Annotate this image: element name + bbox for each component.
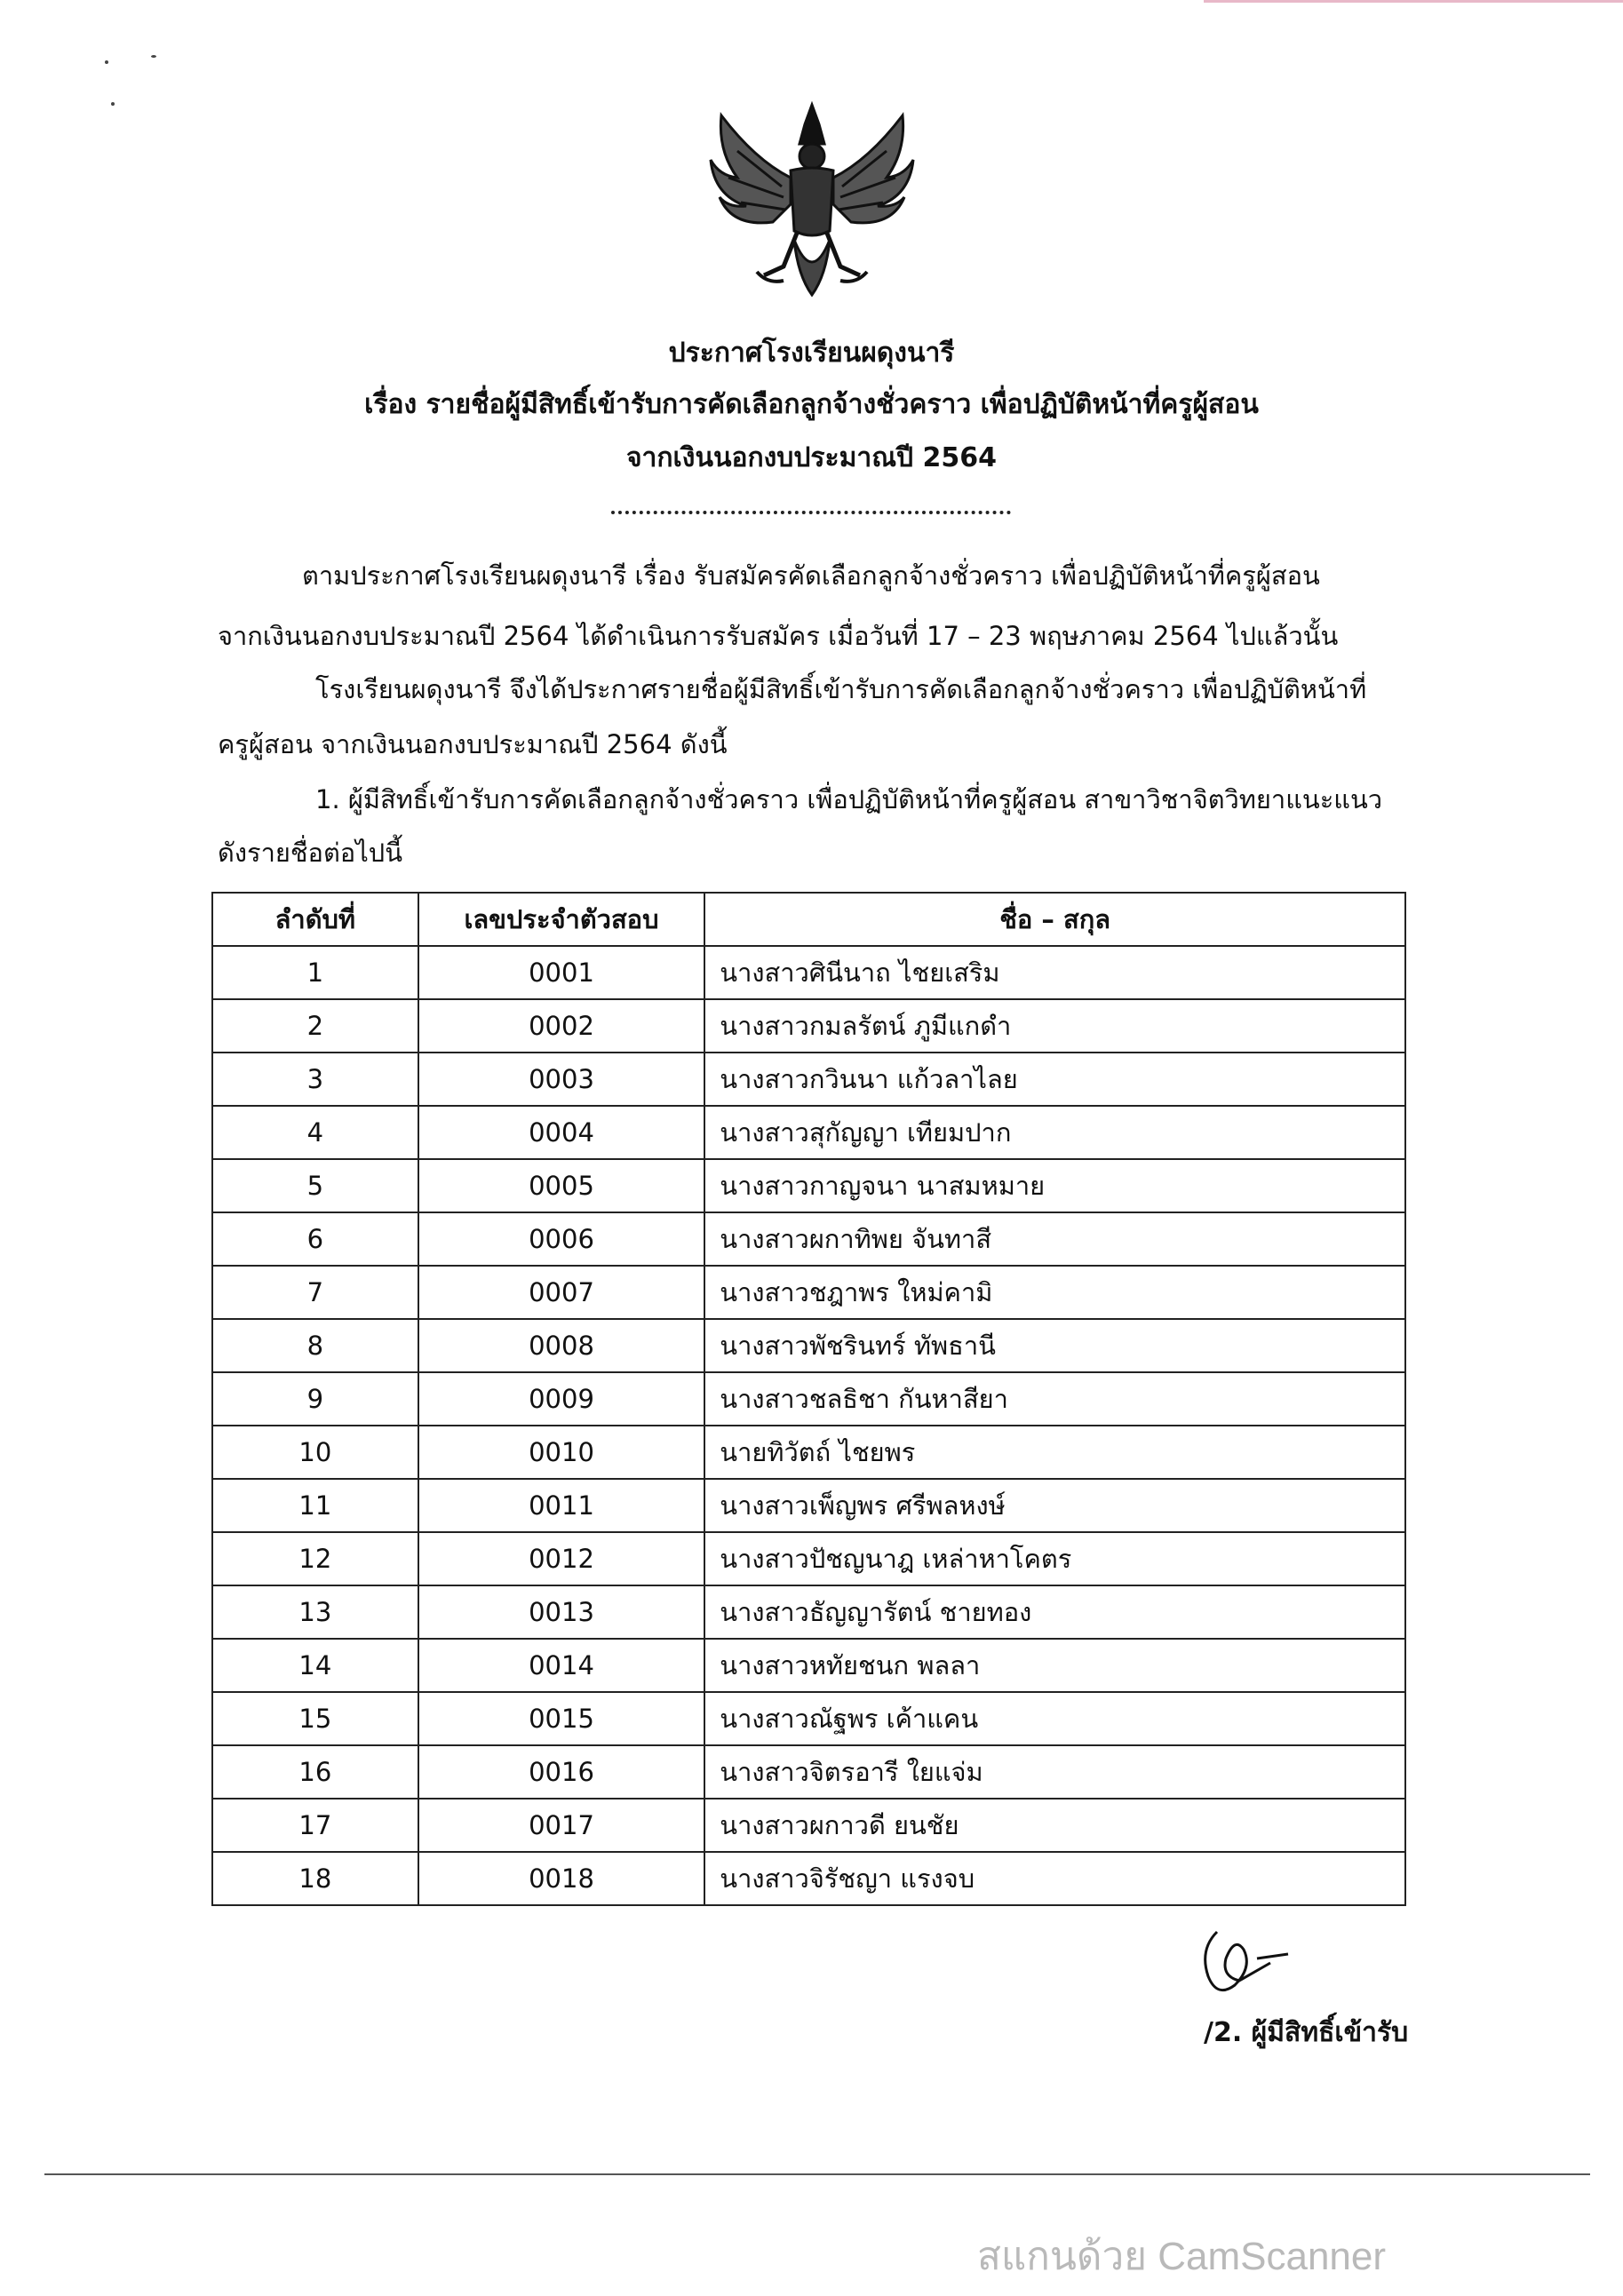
- table-row: [212, 999, 1405, 1053]
- table-row: [212, 1479, 1405, 1532]
- row-order: 12: [212, 1532, 418, 1585]
- table-row: [212, 1745, 1405, 1799]
- row-order: 18: [212, 1852, 418, 1905]
- bottom-rule: [44, 2173, 1590, 2175]
- table-row: [212, 1266, 1405, 1319]
- announcement-subject: เรื่อง รายชื่อผู้มีสิทธิ์เข้ารับการคัดเลือกลูกจ้างชั่วคราว เพื่อปฏิบัติหน้าที่ครูผู้สอน: [364, 389, 1259, 420]
- row-exam-id: 0017: [418, 1799, 705, 1852]
- table-row: [212, 1159, 1405, 1212]
- item-1-line-1: 1. ผู้มีสิทธิ์เข้ารับการคัดเลือกลูกจ้างชั่วคราว เพื่อปฏิบัติหน้าที่ครูผู้สอน สาขาวิชาจิตวิทยาแนะแนว: [315, 784, 1383, 814]
- row-exam-id: 0011: [418, 1479, 705, 1532]
- row-exam-id: 0016: [418, 1745, 705, 1799]
- row-full-name: นางสาวพัชรินทร์ ทัพธานี: [704, 1319, 1405, 1372]
- table-row: [212, 1212, 1405, 1266]
- row-full-name: นางสาวสุกัญญา เทียมปาก: [704, 1106, 1405, 1159]
- row-exam-id: 0014: [418, 1639, 705, 1692]
- row-exam-id: 0013: [418, 1585, 705, 1639]
- row-order: 3: [212, 1053, 418, 1106]
- row-full-name: นางสาวผกาวดี ยนชัย: [704, 1799, 1405, 1852]
- row-order: 8: [212, 1319, 418, 1372]
- row-order: 1: [212, 946, 418, 999]
- table-row: [212, 1532, 1405, 1585]
- row-order: 6: [212, 1212, 418, 1266]
- row-full-name: นางสาวกวินนา แก้วลาไลย: [704, 1053, 1405, 1106]
- row-full-name: นางสาวณัฐพร เค้าแคน: [704, 1692, 1405, 1745]
- row-order: 16: [212, 1745, 418, 1799]
- row-full-name: นางสาวกาญจนา นาสมหมาย: [704, 1159, 1405, 1212]
- table-row: [212, 1639, 1405, 1692]
- row-full-name: นายทิวัตถ์ ไชยพร: [704, 1426, 1405, 1479]
- row-full-name: นางสาวชลธิชา กันหาสียา: [704, 1372, 1405, 1426]
- scan-edge-mark: [1204, 0, 1623, 3]
- paragraph-1-line-1: ตามประกาศโรงเรียนผดุงนารี เรื่อง รับสมัครคัดเลือกลูกจ้างชั่วคราว เพื่อปฏิบัติหน้าที่ครูผู้สอน: [302, 560, 1320, 591]
- row-exam-id: 0009: [418, 1372, 705, 1426]
- header-full-name: ชื่อ – สกุล: [704, 893, 1405, 946]
- row-exam-id: 0004: [418, 1106, 705, 1159]
- table-row: [212, 1692, 1405, 1745]
- header-exam-id: เลขประจำตัวสอบ: [418, 893, 705, 946]
- row-order: 11: [212, 1479, 418, 1532]
- row-order: 7: [212, 1266, 418, 1319]
- row-order: 13: [212, 1585, 418, 1639]
- item-1-line-2: ดังรายชื่อต่อไปนี้: [218, 838, 403, 868]
- table-row: [212, 1053, 1405, 1106]
- row-full-name: นางสาวกมลรัตน์ ภูมีแกดำ: [704, 999, 1405, 1053]
- row-exam-id: 0015: [418, 1692, 705, 1745]
- paragraph-2-line-1: โรงเรียนผดุงนารี จึงได้ประกาศรายชื่อผู้มีสิทธิ์เข้ารับการคัดเลือกลูกจ้างชั่วคราว เพื่อปฏิบัติหน้าที่: [315, 674, 1367, 704]
- row-exam-id: 0012: [418, 1532, 705, 1585]
- row-exam-id: 0018: [418, 1852, 705, 1905]
- row-exam-id: 0008: [418, 1319, 705, 1372]
- paragraph-2-line-2: ครูผู้สอน จากเงินนอกงบประมาณปี 2564 ดังนี้: [218, 729, 728, 759]
- table-row: [212, 1372, 1405, 1426]
- row-order: 10: [212, 1426, 418, 1479]
- row-order: 5: [212, 1159, 418, 1212]
- table-row: [212, 1852, 1405, 1905]
- row-full-name: นางสาวชฎาพร ใหม่คามิ: [704, 1266, 1405, 1319]
- row-full-name: นางสาวปัชญนาฎ เหล่าหาโคตร: [704, 1532, 1405, 1585]
- row-exam-id: 0003: [418, 1053, 705, 1106]
- row-full-name: นางสาวธัญญารัตน์ ชายทอง: [704, 1585, 1405, 1639]
- paragraph-1-line-2: จากเงินนอกงบประมาณปี 2564 ได้ดำเนินการรับสมัคร เมื่อวันที่ 17 – 23 พฤษภาคม 2564 ไปแล้วนั้น: [218, 621, 1339, 651]
- row-order: 17: [212, 1799, 418, 1852]
- row-exam-id: 0001: [418, 946, 705, 999]
- row-order: 9: [212, 1372, 418, 1426]
- row-order: 2: [212, 999, 418, 1053]
- scan-speck: [105, 60, 108, 64]
- table-row: [212, 1585, 1405, 1639]
- announcement-budget-line: จากเงินนอกงบประมาณปี 2564: [625, 442, 998, 473]
- row-full-name: นางสาวผกาทิพย จันทาสี: [704, 1212, 1405, 1266]
- garuda-emblem-icon: [702, 98, 922, 302]
- table-row: [212, 946, 1405, 999]
- announcement-title: ประกาศโรงเรียนผดุงนารี: [668, 338, 955, 369]
- table-row: [212, 1426, 1405, 1479]
- table-row: [212, 1319, 1405, 1372]
- candidate-table: [211, 892, 1406, 1906]
- row-full-name: นางสาวหทัยชนก พลลา: [704, 1639, 1405, 1692]
- scanner-watermark: สแกนด้วย CamScanner: [977, 2235, 1387, 2278]
- dotted-separator: [611, 511, 1011, 514]
- scan-speck: [111, 102, 115, 106]
- table-row: [212, 1106, 1405, 1159]
- signature-icon: [1181, 1914, 1297, 2012]
- row-full-name: นางสาวจิตรอารี ใยแจ่ม: [704, 1745, 1405, 1799]
- row-exam-id: 0002: [418, 999, 705, 1053]
- row-full-name: นางสาวจิรัชญา แรงจบ: [704, 1852, 1405, 1905]
- table-header-row: [212, 893, 1405, 946]
- row-full-name: นางสาวเพ็ญพร ศรีพลหงษ์: [704, 1479, 1405, 1532]
- row-exam-id: 0006: [418, 1212, 705, 1266]
- row-full-name: นางสาวศินีนาถ ไชยเสริม: [704, 946, 1405, 999]
- row-order: 14: [212, 1639, 418, 1692]
- row-exam-id: 0010: [418, 1426, 705, 1479]
- table-row: [212, 1799, 1405, 1852]
- row-exam-id: 0005: [418, 1159, 705, 1212]
- scan-speck: [151, 55, 156, 58]
- row-order: 15: [212, 1692, 418, 1745]
- row-order: 4: [212, 1106, 418, 1159]
- header-order: ลำดับที่: [212, 893, 418, 946]
- row-exam-id: 0007: [418, 1266, 705, 1319]
- continued-note: /2. ผู้มีสิทธิ์เข้ารับ: [1204, 2017, 1409, 2048]
